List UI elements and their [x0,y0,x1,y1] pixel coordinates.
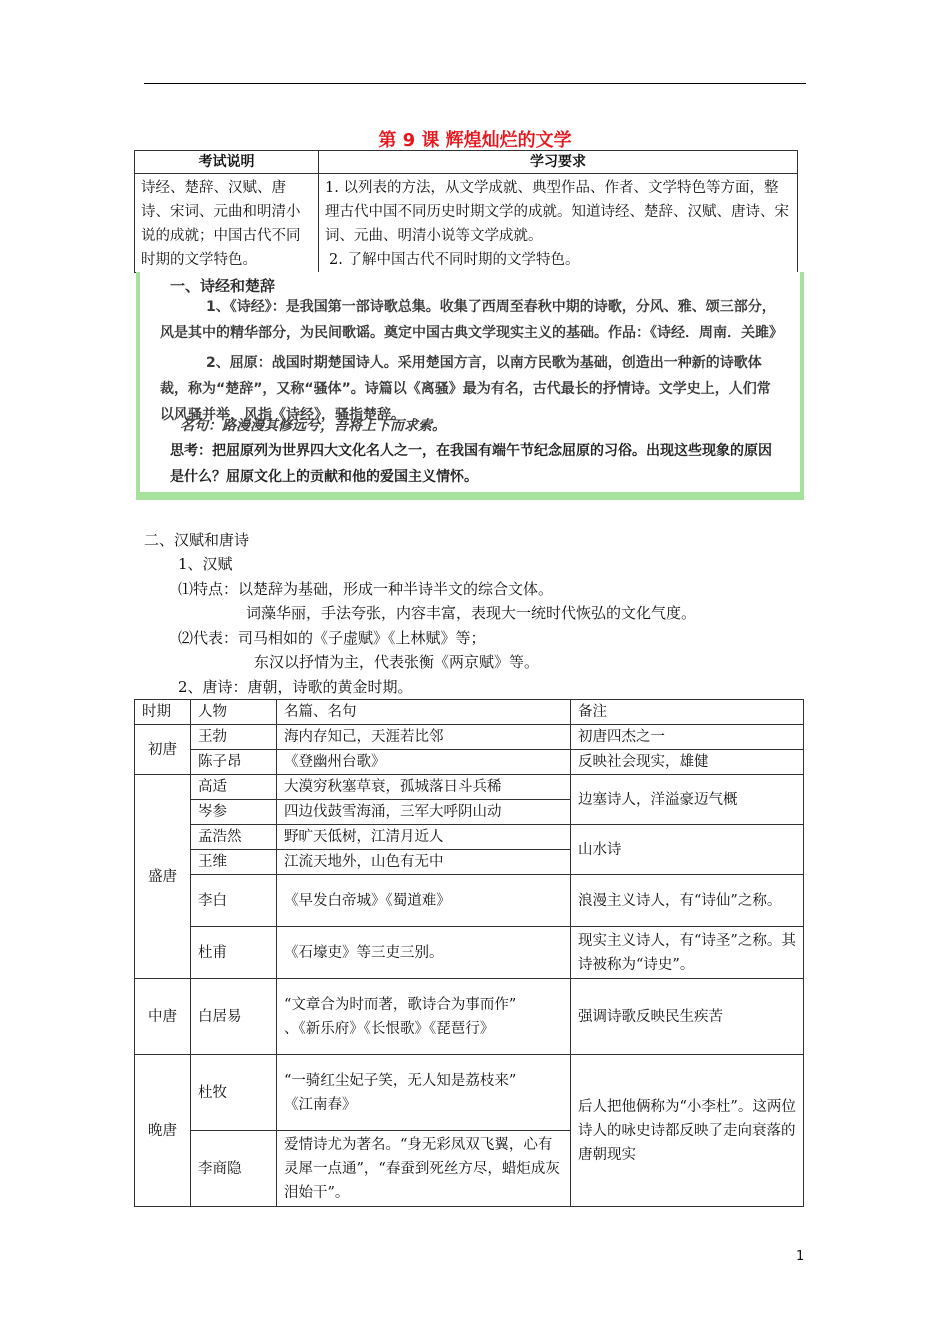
header-study-req: 学习要求 [319,151,798,174]
header-rule [144,83,806,84]
hanfu-representative: ⑵代表：司马相如的《子虚赋》《上林赋》等； [178,629,486,647]
era-high-tang: 盛唐 [135,775,191,979]
work-cell: 《石壕吏》等三吏三别。 [277,927,571,979]
poet-cell: 李白 [191,875,277,927]
page-title: 第 9 课 辉煌灿烂的文学 [378,130,572,151]
quyuan-paragraph: 2、屈原：战国时期楚国诗人。采用楚国方言，以南方民歌为基础，创造出一种新的诗歌体裁，称为“楚辞”，又称“骚体”。诗篇以《离骚》最为有名，古代最长的抒情诗。文学史上，人们常以风骚并举，风指《诗经》，骚指楚辞。 [160,355,771,423]
section1-box [136,272,804,500]
work-cell: 江流天地外，山色有无中 [277,850,571,875]
famous-quote: 名句：路漫漫其修远兮，吾将上下而求索。 [180,418,446,434]
poet-cell: 高适 [191,775,277,800]
note-cell: 浪漫主义诗人，有“诗仙”之称。 [571,875,804,927]
section1-heading: 一、诗经和楚辞 [170,277,276,295]
work-line: “一骑红尘妃子笑，无人知是荔枝来” [284,1072,517,1089]
poet-cell: 孟浩然 [191,825,277,850]
work-cell: 四边伐鼓雪海涌，三军大呼阴山动 [277,800,571,825]
hanfu-heading: 1、汉赋 [178,555,233,573]
poet-cell: 白居易 [191,979,277,1055]
header-exam-desc: 考试说明 [135,151,319,174]
poet-cell: 陈子昂 [191,750,277,775]
note-cell: 强调诗歌反映民生疾苦 [571,979,804,1055]
era-late-tang: 晚唐 [135,1055,191,1207]
work-line: 《江南春》 [284,1096,357,1113]
poet-cell: 杜牧 [191,1055,277,1131]
exam-desc-cell: 诗经、楚辞、汉赋、唐诗、宋词、元曲和明清小说的成就；中国古代不同时期的文学特色。 [135,174,319,273]
poet-cell: 岑参 [191,800,277,825]
shijing-paragraph: 1、《诗经》：是我国第一部诗歌总集。收集了西周至春秋中期的诗歌，分风、雅、颂三部分，风是其中的精华部分，为民间歌谣。奠定中国古典文学现实主义的基础。作品：《诗经．周南．关雎》 [160,299,783,341]
era-early-tang: 初唐 [135,725,191,775]
tang-poetry-table [134,699,804,1207]
note-cell: 现实主义诗人，有“诗圣”之称。其诗被称为“诗史”。 [571,927,804,979]
work-cell: 爱情诗尤为著名。“身无彩凤双飞翼，心有灵犀一点通”，“春蚕到死丝方尽，蜡炬成灰泪始干”。 [277,1131,571,1207]
section2-heading: 二、汉赋和唐诗 [144,531,250,549]
era-mid-tang: 中唐 [135,979,191,1055]
work-cell [277,979,571,1055]
note-cell: 边塞诗人，洋溢豪迈气概 [571,775,804,825]
poet-cell: 杜甫 [191,927,277,979]
requirements-table [134,150,798,273]
work-cell: 野旷天低树，江清月近人 [277,825,571,850]
note-cell: 反映社会现实，雄健 [571,750,804,775]
page-number: 1 [796,1249,805,1264]
header-person: 人物 [191,700,277,725]
tangshi-heading: 2、唐诗：唐朝，诗歌的黄金时期。 [178,678,413,696]
work-cell: 海内存知己，天涯若比邻 [277,725,571,750]
work-cell [277,1055,571,1131]
work-line: “文章合为时而著，歌诗合为事而作” [284,996,517,1013]
hanfu-feature-detail: 词藻华丽，手法夸张，内容丰富，表现大一统时代恢弘的文化气度。 [246,604,697,622]
note-cell: 初唐四杰之一 [571,725,804,750]
note-cell: 山水诗 [571,825,804,875]
header-note: 备注 [571,700,804,725]
study-req-1: 1. 以列表的方法，从文学成就、典型作品、作者、文学特色等方面，整理古代中国不同历史时期文学的成就。知道诗经、楚辞、汉赋、唐诗、宋词、元曲、明清小说等文学成就。 [325,180,789,244]
hanfu-representative-detail: 东汉以抒情为主，代表张衡《两京赋》等。 [254,653,540,671]
hanfu-feature: ⑴特点：以楚辞为基础，形成一种半诗半文的综合文体。 [178,580,554,598]
study-req-cell [319,174,798,273]
poet-cell: 李商隐 [191,1131,277,1207]
think-question: 思考：把屈原列为世界四大文化名人之一，在我国有端午节纪念屈原的习俗。出现这些现象的原因是什么？屈原文化上的贡献和他的爱国主义情怀。 [170,443,772,485]
study-req-2: 2. 了解中国古代不同时期的文学特色。 [329,252,580,268]
header-works: 名篇、名句 [277,700,571,725]
work-line: 、《新乐府》《长恨歌》《琵琶行》 [284,1020,495,1037]
header-period: 时期 [135,700,191,725]
work-cell: 《登幽州台歌》 [277,750,571,775]
work-cell: 大漠穷秋塞草衰，孤城落日斗兵稀 [277,775,571,800]
note-cell: 后人把他俩称为“小李杜”。这两位诗人的咏史诗都反映了走向衰落的唐朝现实 [571,1055,804,1207]
poet-cell: 王勃 [191,725,277,750]
green-strip [140,492,800,500]
work-cell: 《早发白帝城》《蜀道难》 [277,875,571,927]
poet-cell: 王维 [191,850,277,875]
